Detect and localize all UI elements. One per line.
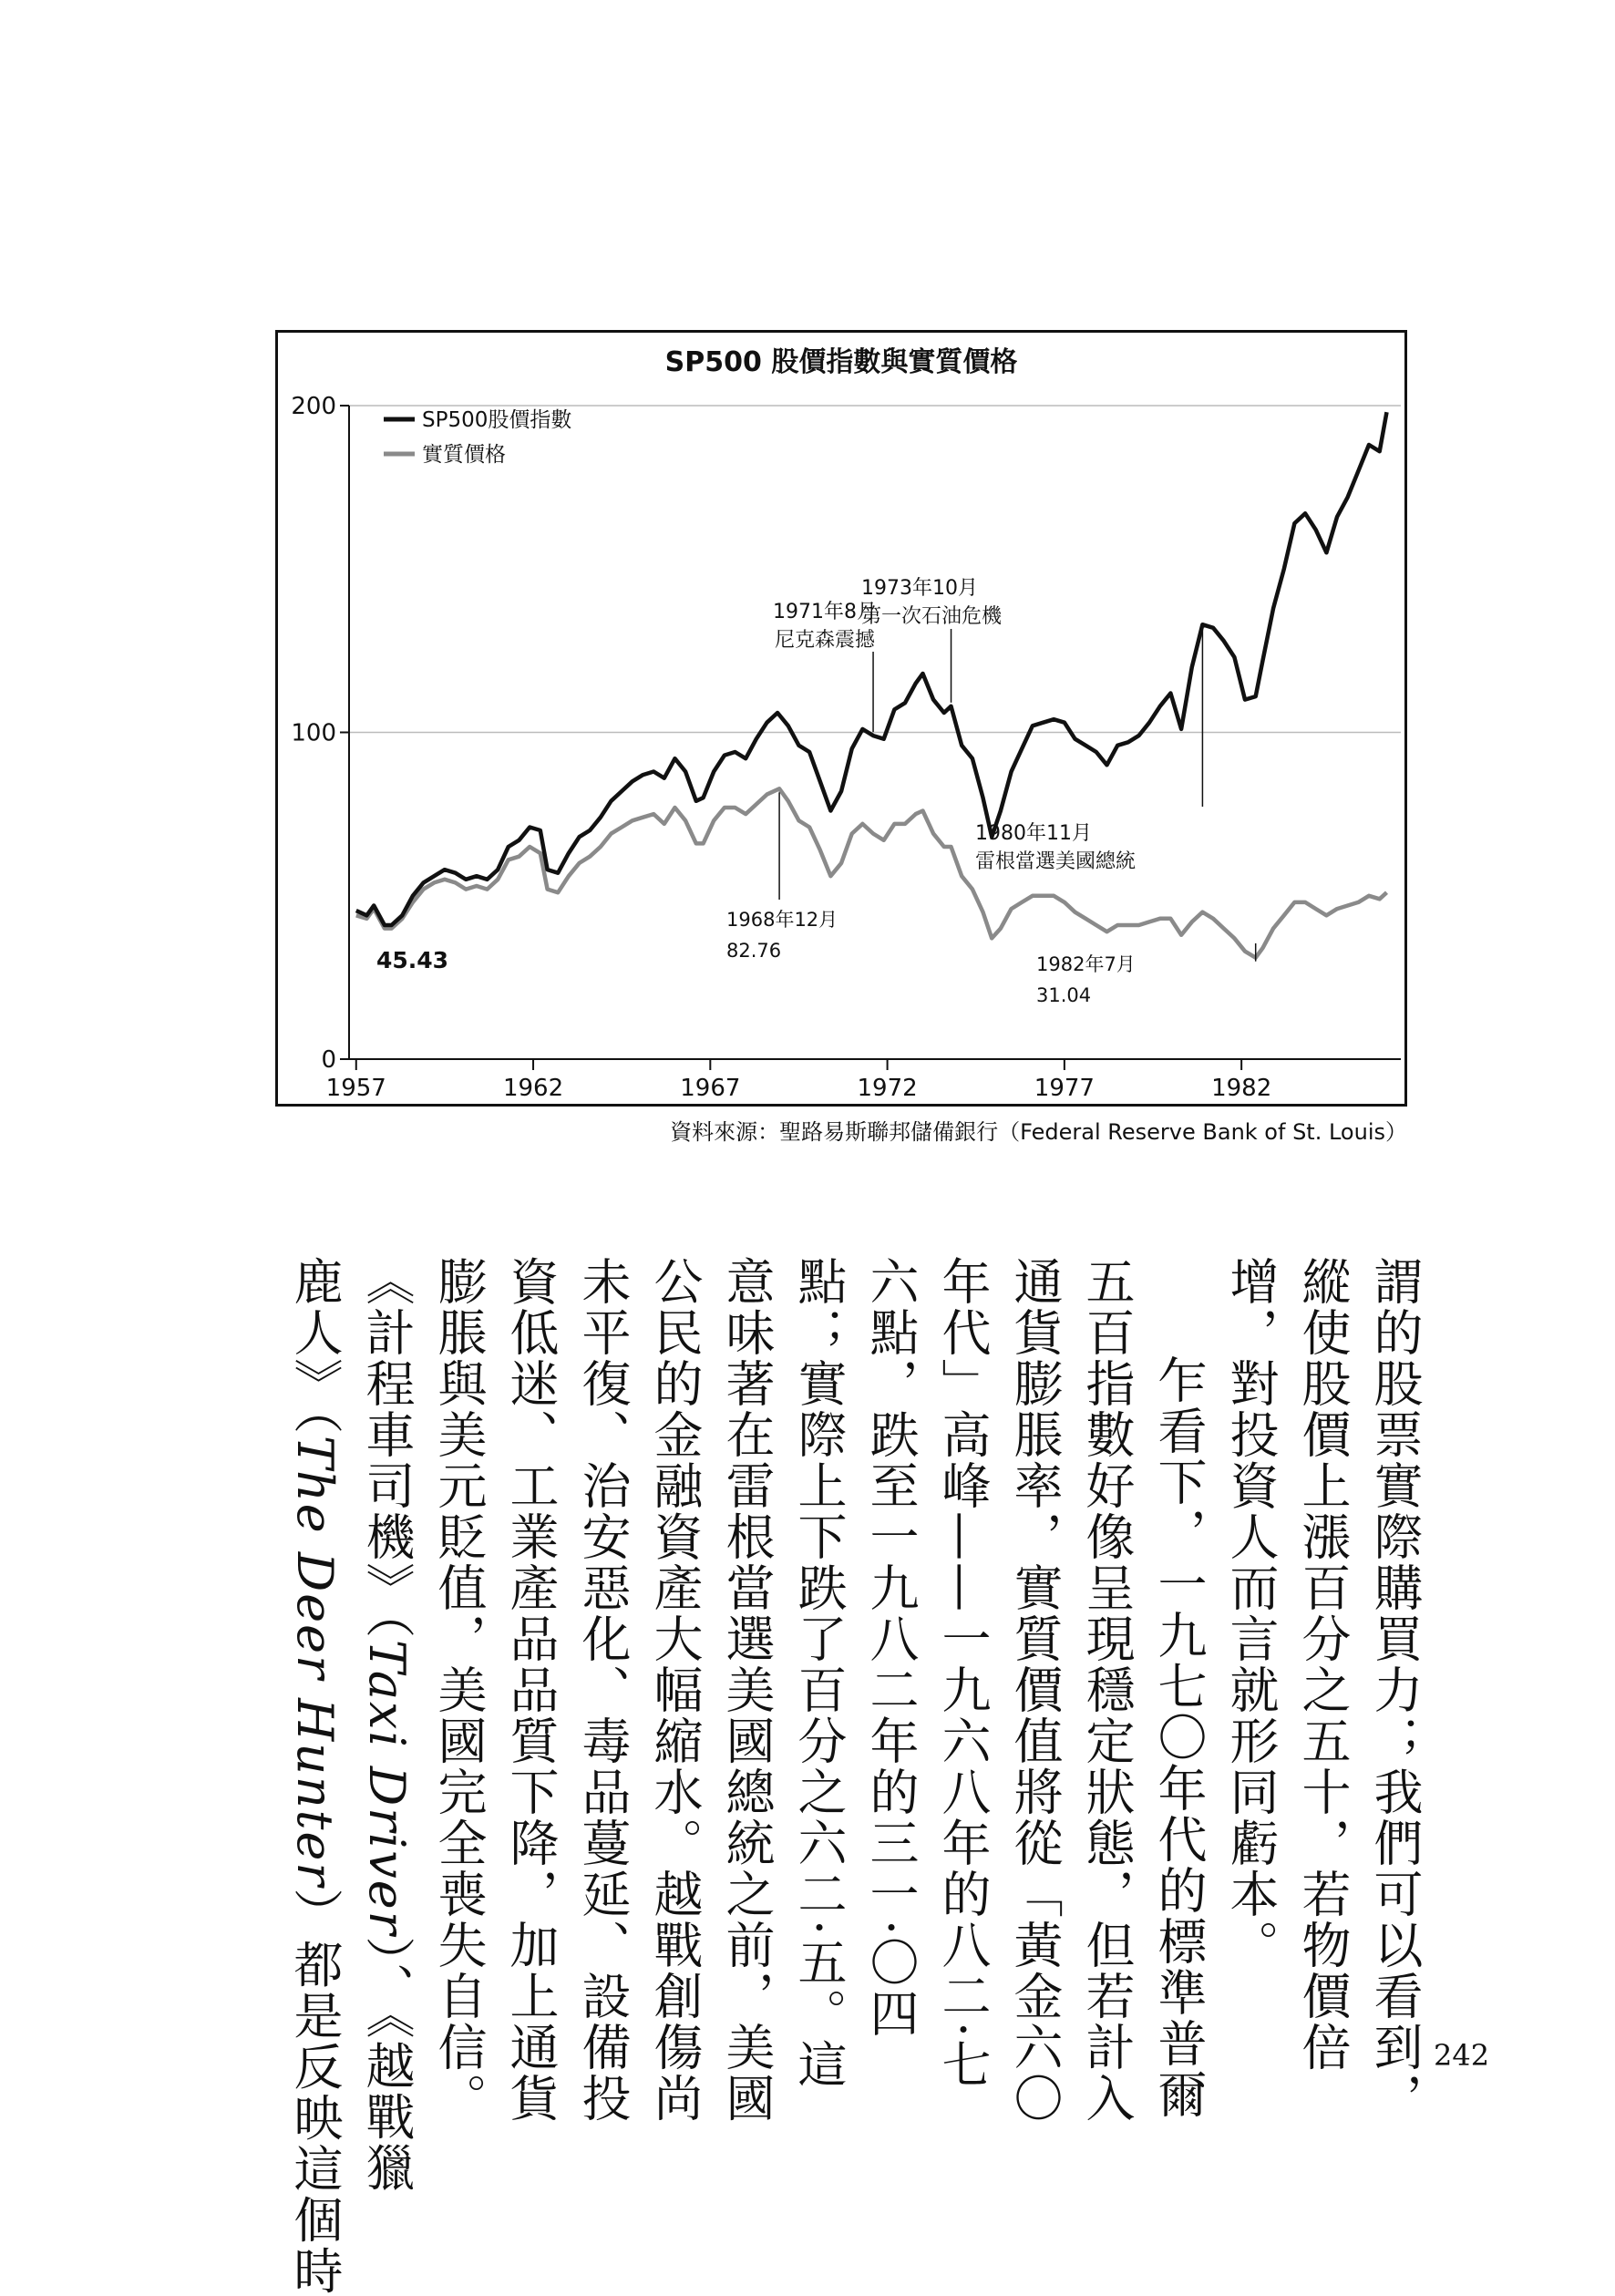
y-tick-label-0: 0	[321, 1046, 336, 1074]
text-column: 年代」高峰——一九六八年的八二·七	[934, 1256, 992, 2091]
x-tick-label-4: 1977	[1034, 1075, 1095, 1102]
legend-label-0: SP500股價指數	[422, 408, 572, 432]
x-tick-label-3: 1972	[857, 1075, 918, 1102]
x-tick-label-1: 1962	[502, 1075, 564, 1102]
text-column: 意味著在雷根當選美國總統之前，美國	[718, 1256, 776, 2124]
annotation-start-line-0: 45.43	[376, 947, 449, 973]
text-column: 縱使股價上漲百分之五十，若物價倍	[1294, 1256, 1352, 2073]
text-column: 六點，跌至一九八二年的三一·〇四	[862, 1256, 920, 2040]
annotation-1968-line-1: 82.76	[726, 940, 782, 962]
annotation-1980-line-0: 1980年11月	[975, 822, 1092, 845]
x-tick-label-0: 1957	[325, 1075, 386, 1102]
text-column	[279, 1256, 351, 2296]
text-column: 增，對投資人而言就形同虧本。	[1222, 1256, 1280, 1971]
annotation-1982-line-0: 1982年7月	[1036, 953, 1136, 975]
text-column: 謂的股票實際購買力；我們可以看到，	[1366, 1256, 1424, 2124]
body-text	[264, 1256, 1431, 2296]
series-line-0	[356, 412, 1387, 925]
text-column: 未平復、治安惡化、毒品蔓延、設備投	[574, 1256, 632, 2124]
annotation-1973-line-0: 1973年10月	[861, 577, 978, 600]
text-run: 《計程車司機》（	[358, 1256, 416, 1640]
chart-frame	[275, 330, 1407, 1107]
legend-label-1: 實質價格	[422, 443, 506, 467]
y-tick-label-2: 200	[291, 393, 336, 420]
x-tick-label-5: 1982	[1211, 1075, 1272, 1102]
text-run: ）都是反映這個時	[286, 1888, 344, 2296]
y-tick-label-1: 100	[291, 719, 336, 747]
chart-title: SP500 股價指數與實質價格	[664, 346, 1018, 378]
series-line-1	[356, 788, 1387, 957]
text-column: 膨脹與美元貶值，美國完全喪失自信。	[430, 1256, 488, 2124]
source-note: 資料來源：聖路易斯聯邦儲備銀行（Federal Reserve Bank of St. Louis）	[670, 1119, 1407, 1145]
annotation-1980-line-1: 雷根當選美國總統	[975, 850, 1137, 873]
text-column: 通貨膨脹率，實質價值將從「黃金六〇	[1006, 1256, 1064, 2124]
sp500-chart	[278, 333, 1404, 1104]
text-column: 資低迷、工業產品品質下降，加上通貨	[502, 1256, 560, 2124]
annotation-1982-line-1: 31.04	[1036, 984, 1092, 1006]
text-column: 五百指數好像呈現穩定狀態，但若計入	[1078, 1256, 1136, 2124]
page-number: 242	[1434, 2038, 1490, 2073]
text-run: 鹿人》（	[286, 1256, 344, 1436]
text-column: 點；實際上下跌了百分之六二·五。這	[790, 1256, 848, 2091]
film-title-en: The Deer Hunter	[286, 1436, 344, 1889]
text-column: 乍看下，一九七〇年代的標準普爾	[1150, 1354, 1208, 2120]
text-run: ）、《越戰獵	[358, 1936, 416, 2194]
text-column	[351, 1256, 423, 2194]
x-tick-label-2: 1967	[680, 1075, 741, 1102]
annotation-1971-line-0: 1971年8月	[773, 601, 877, 623]
annotation-1971-line-1: 尼克森震撼	[774, 629, 876, 652]
annotation-1973-line-1: 第一次石油危機	[861, 605, 1003, 628]
annotation-1968-line-0: 1968年12月	[726, 909, 838, 931]
text-column: 公民的金融資產大幅縮水。越戰創傷尚	[646, 1256, 704, 2124]
film-title-en: Taxi Driver	[358, 1640, 416, 1937]
